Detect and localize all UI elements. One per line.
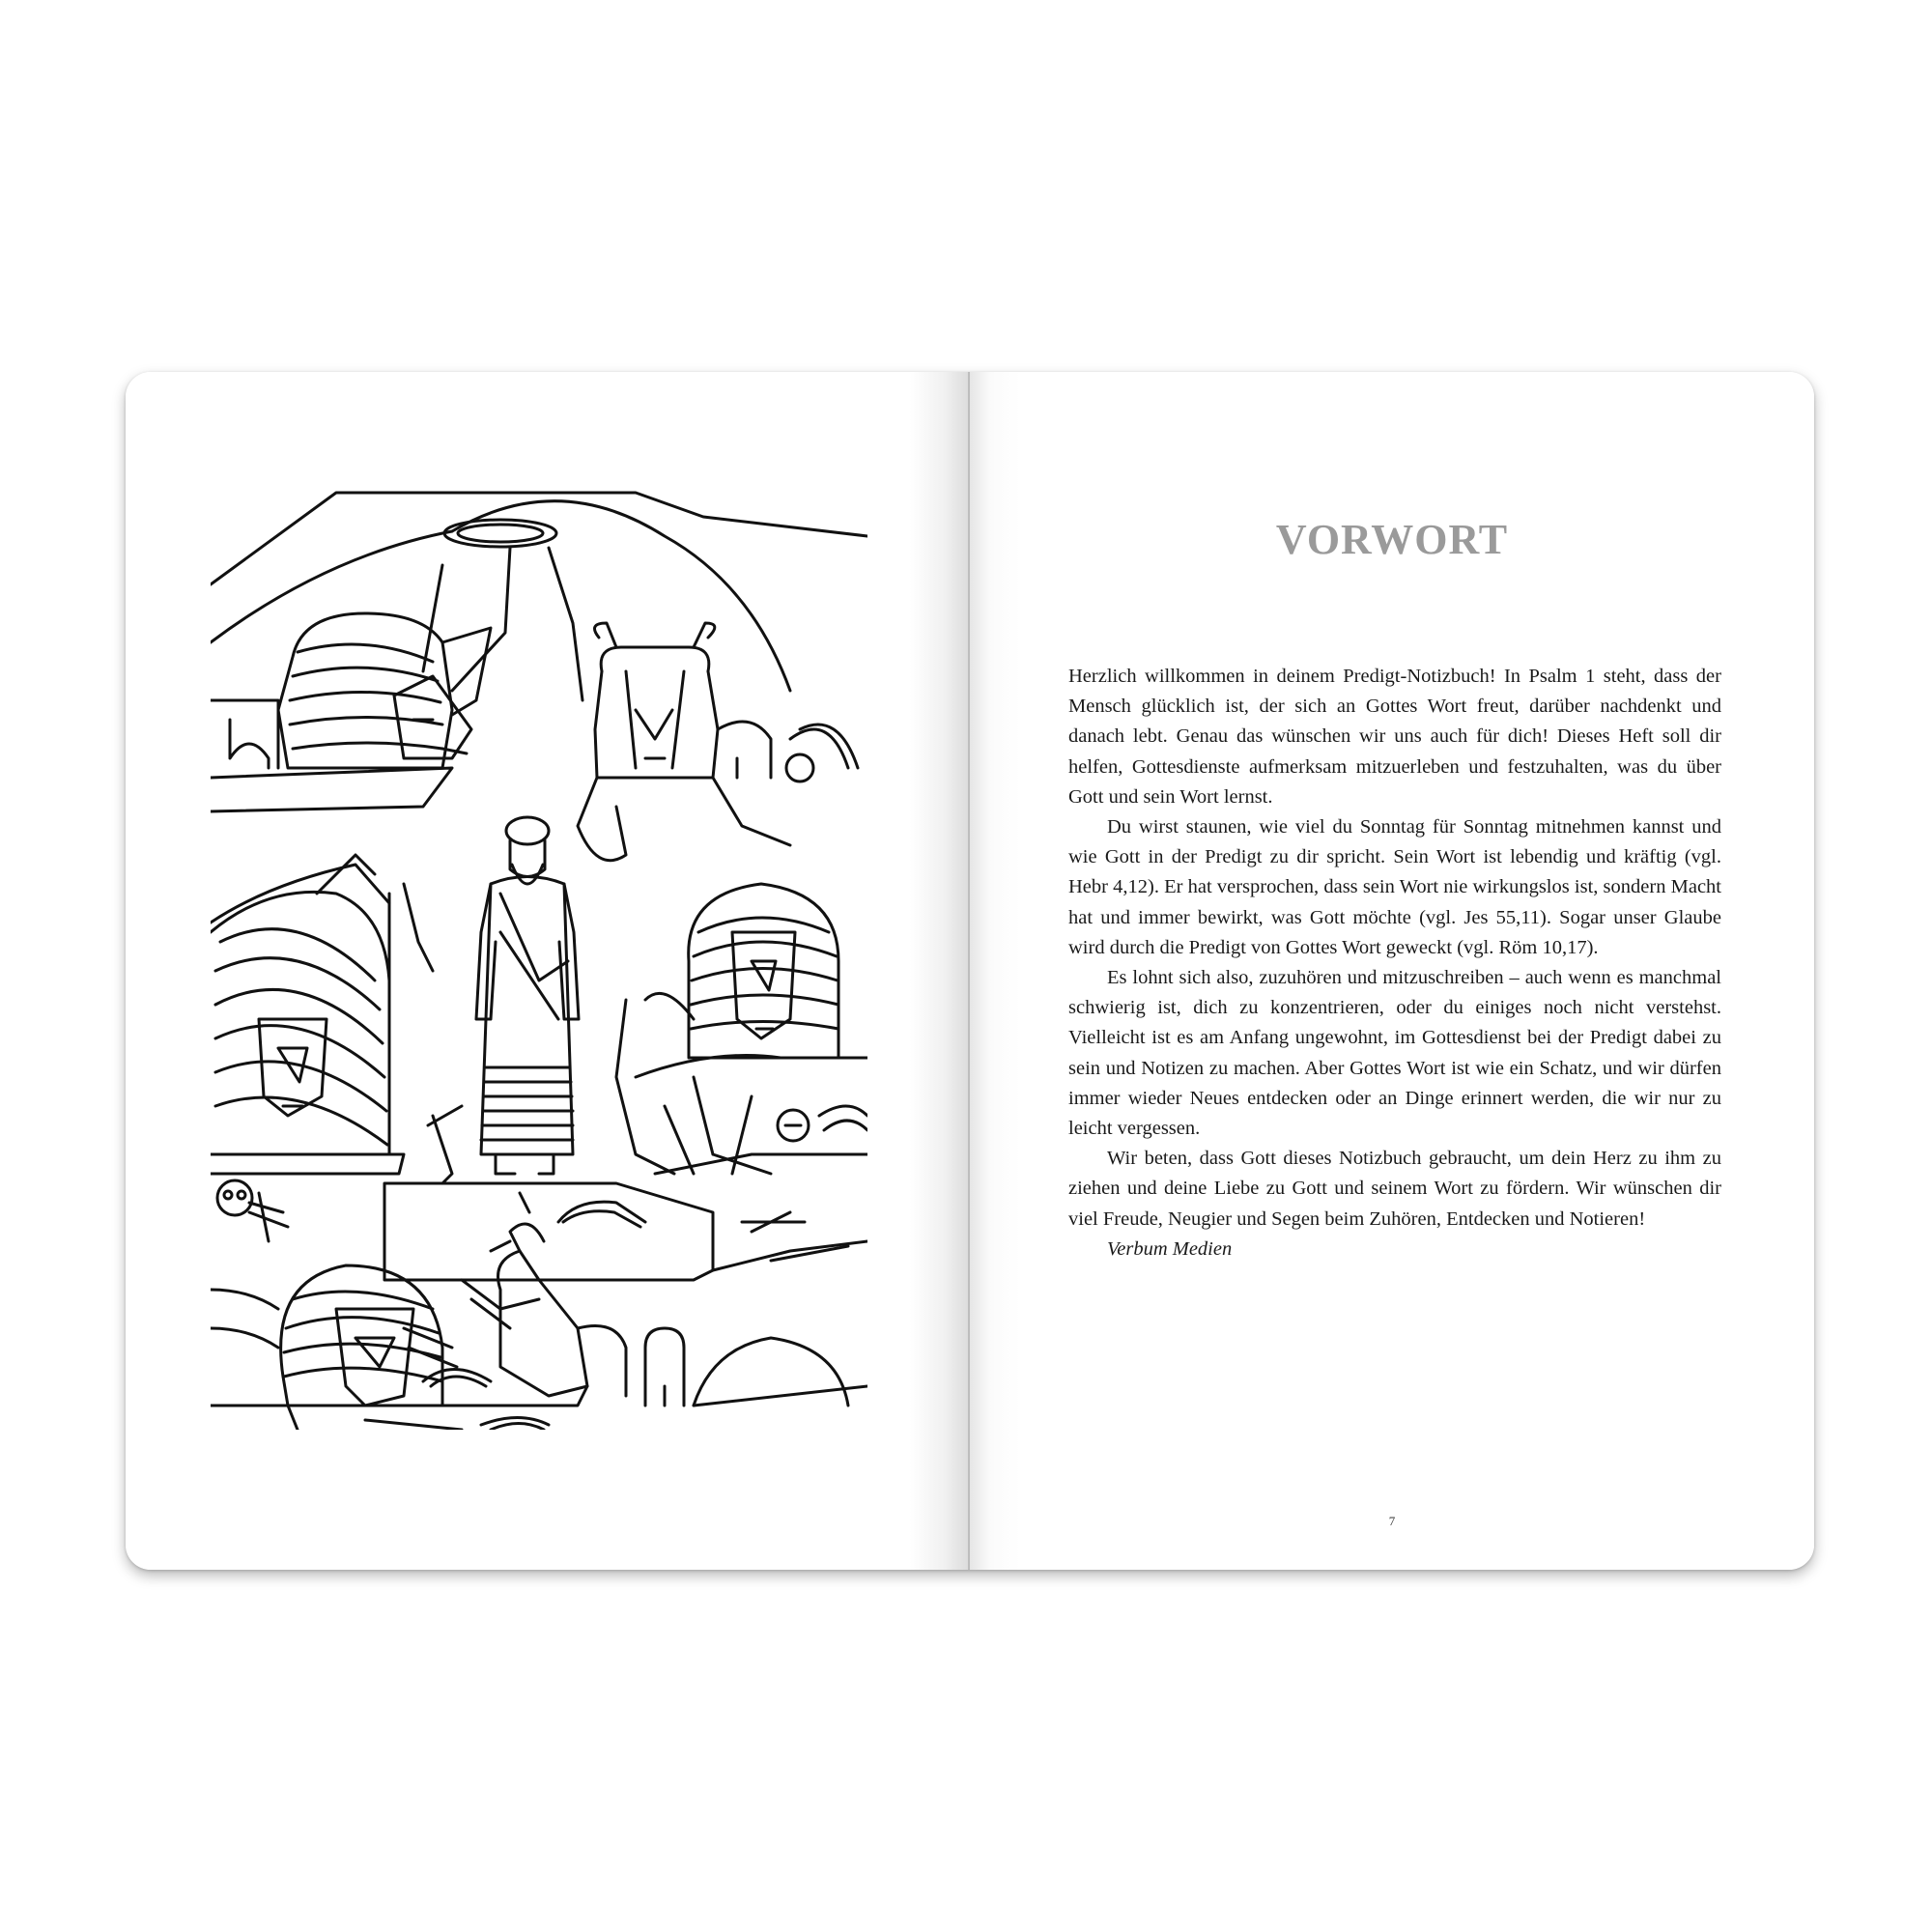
lion-upper-left bbox=[211, 613, 491, 768]
body-text bbox=[1068, 662, 1721, 1264]
paragraph-1: Herzlich willkommen in deinem Predigt-Notizbuch! In Psalm 1 steht, dass der Mensch glücklich ist, der sich an Gottes Wort freut, darüber nachdenkt und danach lebt. Genau das wünschen wir uns auch für dich! Dieses Heft soll dir helfen, Gottesdienste aufmerksam mitzuerleben und festzuhalten, was du über Gott und sein Wort lernst. bbox=[1068, 666, 1721, 808]
chapter-title: VORWORT bbox=[1275, 516, 1509, 563]
book-spread bbox=[126, 372, 1814, 1570]
left-page bbox=[126, 372, 969, 1570]
lion-upper-right bbox=[578, 623, 858, 861]
lion-middle-left bbox=[211, 855, 462, 1183]
lion-bottom-left bbox=[281, 1265, 457, 1406]
signature: Verbum Medien bbox=[1107, 1237, 1233, 1260]
paragraph-3: Es lohnt sich also, zuzuhören und mitzuschreiben – auch wenn es manchmal schwierig ist, dich zu konzentrieren, oder du einiges noch nicht verstehst. Vielleicht ist es am Anfang ungewohnt, im Gottesdienst bei der Predigt dabei zu sein und Notizen zu machen. Aber Gottes Wort ist wie ein Schatz, und wir dürfen immer wieder Neues entdecken oder an Dinge erinnert werden, die wir nur zu leicht vergessen. bbox=[1068, 967, 1721, 1140]
paragraph-4: Wir beten, dass Gott dieses Notizbuch gebraucht, um dein Herz zu ihm zu ziehen und deine Liebe zu Gott und seinem Wort zu fördern. Wir wünschen dir viel Freude, Neugier und Segen beim Zuhören, Entdecken und Notieren! bbox=[1068, 1148, 1721, 1230]
skull-bones-left bbox=[217, 1180, 288, 1241]
lion-middle-right bbox=[616, 884, 867, 1232]
paragraph-2: Du wirst staunen, wie viel du Sonntag für Sonntag mitnehmen kannst und wie Gott in der Predigt zu dir spricht. Sein Wort ist lebendig und kräftig (vgl. Hebr 4,12). Er hat versprochen, dass sein Wort nie wirkungslos ist, sondern Macht hat und immer bewirkt, was Gott möchte (vgl. Jes 55,11). Sogar unser Glaube wird durch die Predigt von Gottes Wort geweckt (vgl. Röm 10,17). bbox=[1068, 816, 1721, 958]
right-page bbox=[970, 372, 1814, 1570]
lions-den-illustration bbox=[211, 478, 867, 1430]
coloring-illustration-icon bbox=[211, 478, 867, 1430]
daniel-figure bbox=[476, 817, 579, 1174]
page-number: 7 bbox=[1388, 1514, 1396, 1528]
